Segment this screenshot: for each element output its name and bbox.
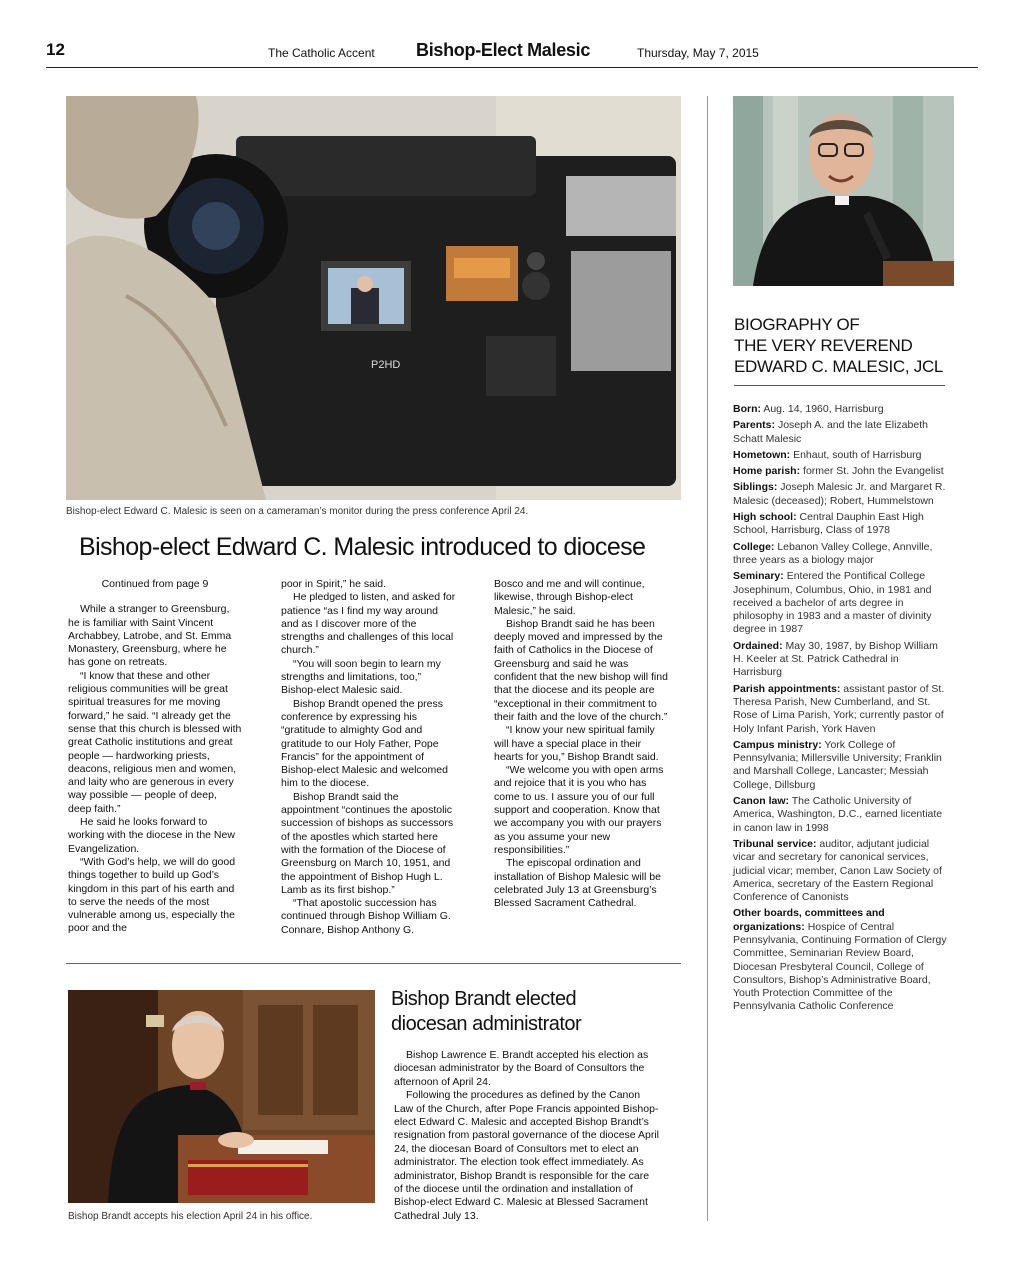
bio-entry-parents: [733, 419, 949, 446]
bishop-elect-portrait-photo: [733, 96, 954, 286]
bio-text: Entered the Pontifical College Josephinum, Columbus, Ohio, in 1981 and received a bachelor of arts degree in philosophy in 1983 and a master of divinity degree in 1987: [733, 570, 932, 636]
bio-text: Enhaut, south of Harrisburg: [793, 448, 922, 461]
bio-text: Joseph Malesic Jr. and Margaret R. Malesic (deceased); Robert, Hummelstown: [733, 481, 946, 507]
paragraph: Bishop Brandt opened the press conference by expressing his “gratitude to almighty God and gratitude to our Holy Father, Pope Francis” for the appointment of Bishop-elect Malesic and welcomed him to the diocese.: [281, 697, 448, 790]
bio-entry-parish-appointments: [733, 683, 949, 736]
biography-title-line: THE VERY REVEREND: [734, 336, 913, 355]
bio-label: College:: [733, 540, 775, 553]
paragraph: “With God’s help, we will do good things together to build up God’s kingdom in this part of his earth and to serve the needs of the most vulnerable among us, especially the poor and the: [68, 855, 236, 935]
paragraph: “That apostolic succession has continued through Bishop William G. Connare, Bishop Anthony G.: [281, 897, 451, 936]
bio-entry-seminary: [733, 570, 949, 636]
camera-badge-text: P2HD: [371, 359, 401, 371]
bio-entry-college: [733, 541, 949, 568]
bio-entry-campus-ministry: [733, 739, 949, 792]
brandt-photo-caption: Bishop Brandt accepts his election April 24 in his office.: [68, 1211, 313, 1222]
section-title: Bishop-Elect Malesic: [416, 40, 591, 60]
article-column-2: [281, 578, 458, 937]
paragraph: While a stranger to Greensburg, he is familiar with Saint Vincent Archabbey, Latrobe, and St. Emma Monastery, Greensburg, where he has gone on retreats.: [68, 603, 232, 669]
paragraph: “I know your new spiritual family will have a special place in their hearts for you,” Bishop Brandt said.: [494, 724, 659, 763]
bio-text: auditor, adjutant judicial vicar and secretary for canonical services, judicial vicar; member, Canon Law Society of America, secretary of the Eastern Regional Conference of Canonists: [733, 837, 942, 904]
publication-name: The Catholic Accent: [268, 46, 375, 60]
bio-label: Canon law:: [733, 795, 790, 808]
paragraph: poor in Spirit,” he said.: [281, 578, 387, 590]
bio-label: Home parish:: [733, 465, 801, 478]
bio-entry-high-school: [733, 511, 949, 538]
bio-text: The Catholic University of America, Washington, D.C., earned licentiate in canon law in 1998: [733, 795, 943, 834]
paragraph: He said he looks forward to working with the diocese in the New Evangelization.: [68, 816, 235, 855]
bio-entry-hometown: [733, 449, 949, 462]
bio-text: Hospice of Central Pennsylvania, Continuing Formation of Clergy Committee, Seminarian Review Board, Diocesan Presbyteral Council, College of Consultors, Bishop’s Administrative Board, Youth Protection Committee of the Pennsylvania Catholic Conference: [733, 920, 947, 1013]
bio-text: Joseph A. and the late Elizabeth Schatt Malesic: [733, 419, 928, 445]
header-rule: [46, 67, 978, 68]
bio-label: Born:: [733, 403, 761, 415]
bio-label: Siblings:: [733, 481, 778, 494]
paragraph: Bishop Brandt said he has been deeply moved and impressed by the faith of Catholics in the Diocese of Greensburg and said he was confident that the new bishop will find that the diocese and its people are “exceptional in their commitment to their faith and the love of the church.”: [494, 617, 668, 723]
biography-title-line: EDWARD C. MALESIC, JCL: [734, 357, 944, 376]
column-divider: [707, 96, 708, 1221]
headline-line: Bishop Brandt elected: [391, 988, 577, 1010]
biography-title-line: BIOGRAPHY OF: [734, 315, 860, 334]
article-divider: [66, 963, 681, 964]
biography-title: [734, 314, 943, 377]
bio-label: Seminary:: [733, 570, 784, 583]
bio-entry-home-parish: [733, 465, 949, 478]
bio-text: former St. John the Evangelist: [803, 465, 944, 478]
bio-entry-ordained: [733, 640, 949, 680]
article-column-3: [494, 578, 668, 910]
bio-entry-canon-law: [733, 795, 949, 835]
bio-text: Lebanon Valley College, Annville, three years as a biology major: [733, 540, 933, 566]
portrait-illustration: [733, 96, 954, 286]
camera-illustration: [66, 96, 681, 500]
bio-label: Tribunal service:: [733, 837, 817, 850]
bio-label: Other boards, committees and organizations:: [733, 907, 885, 933]
bio-entry-tribunal-service: [733, 838, 949, 904]
bio-text: Aug. 14, 1960, Harrisburg: [763, 403, 884, 415]
bio-entry-other-boards: [733, 907, 949, 1013]
biography-list: [733, 403, 949, 1017]
bio-label: Parish appointments:: [733, 682, 841, 695]
bio-text: assistant pastor of St. Theresa Parish, New Cumberland, and St. Rose of Lima Parish, York; currently pastor of Holy Infant Parish, York Haven: [733, 682, 945, 735]
paragraph: “We welcome you with open arms and rejoice that it is you who has come to us. I assure you of our full support and cooperation. Know that we accompany you with our prayers as you assume your new responsibilities.”: [494, 764, 664, 856]
bio-label: Campus ministry:: [733, 738, 822, 751]
page-number: 12: [46, 40, 65, 59]
paragraph: “You will soon begin to learn my strengths and limitations, too,” Bishop-elect Malesic said.: [281, 657, 441, 697]
article-column-1: [68, 578, 242, 936]
main-headline: Bishop-elect Edward C. Malesic introduced to diocese: [79, 533, 646, 561]
paragraph: Bishop Brandt said the appointment “continues the apostolic succession of bishops as successors of the apostles which started here with the formation of the Diocese of Greensburg on March 10, 1951, and the appointment of Bishop Hugh L. Lamb as its first bishop.”: [281, 790, 454, 896]
bishop-brandt-photo: [68, 990, 375, 1203]
camera-photo-caption: Bishop-elect Edward C. Malesic is seen on a cameraman’s monitor during the press conference April 24.: [66, 506, 529, 517]
biography-rule: [734, 385, 945, 386]
bio-label: Hometown:: [733, 448, 791, 461]
bio-label: Ordained:: [733, 639, 783, 652]
bio-text: York College of Pennsylvania; Millersville University; Franklin and Marshall College, Lancaster; Messiah College, Dillsburg: [733, 738, 942, 791]
bio-entry-born: [733, 403, 949, 416]
continued-note: Continued from page 9: [101, 578, 209, 590]
issue-date: Thursday, May 7, 2015: [637, 46, 759, 60]
bio-label: Parents:: [733, 419, 776, 432]
bio-text: Central Dauphin East High School, Harrisburg, Class of 1978: [733, 511, 924, 537]
paragraph: “I know that these and other religious communities will be great spiritual treasures for me moving forward,” he said. “I already get the sense that this church is blessed with great Catholic institutions and great people — hardworking priests, deacons, religious men and women, and laity who are generous in every way possible — people of deep, deep faith.”: [68, 669, 242, 815]
paragraph: Bosco and me and will continue, likewise, through Bishop-elect Malesic,” he said.: [494, 578, 645, 617]
paragraph: Bishop Lawrence E. Brandt accepted his election as diocesan administrator by the Board of Consultors the afternoon of April 24.: [394, 1049, 649, 1088]
headline-line: diocesan administrator: [391, 1013, 582, 1035]
bio-label: High school:: [733, 511, 797, 524]
brandt-illustration: [68, 990, 375, 1203]
second-article-headline: [391, 987, 581, 1037]
second-article-body: [394, 1049, 660, 1223]
paragraph: Following the procedures as defined by the Canon Law of the Church, after Pope Francis appointed Bishop-elect Edward C. Malesic and accepted Bishop Brandt’s resignation from pastoral governance of the diocese April 24, the diocesan Board of Consultors met to elect an administrator. The election took effect immediately. As administrator, Bishop Brandt is responsible for the care of the diocese until the ordination and installation of Bishop-elect Edward C. Malesic at Blessed Sacrament Cathedral July 13.: [394, 1089, 659, 1222]
bio-entry-siblings: [733, 481, 949, 508]
paragraph: The episcopal ordination and installation of Bishop Malesic will be celebrated July 13 at Greensburg’s Blessed Sacrament Cathedral.: [494, 857, 661, 910]
paragraph: He pledged to listen, and asked for patience “as I find my way around and as I discover more of the strengths and challenges of this local church.”: [281, 591, 456, 657]
bio-text: May 30, 1987, by Bishop William H. Keeler at St. Patrick Cathedral in Harrisburg: [733, 639, 938, 679]
camera-monitor-photo: [66, 96, 681, 500]
